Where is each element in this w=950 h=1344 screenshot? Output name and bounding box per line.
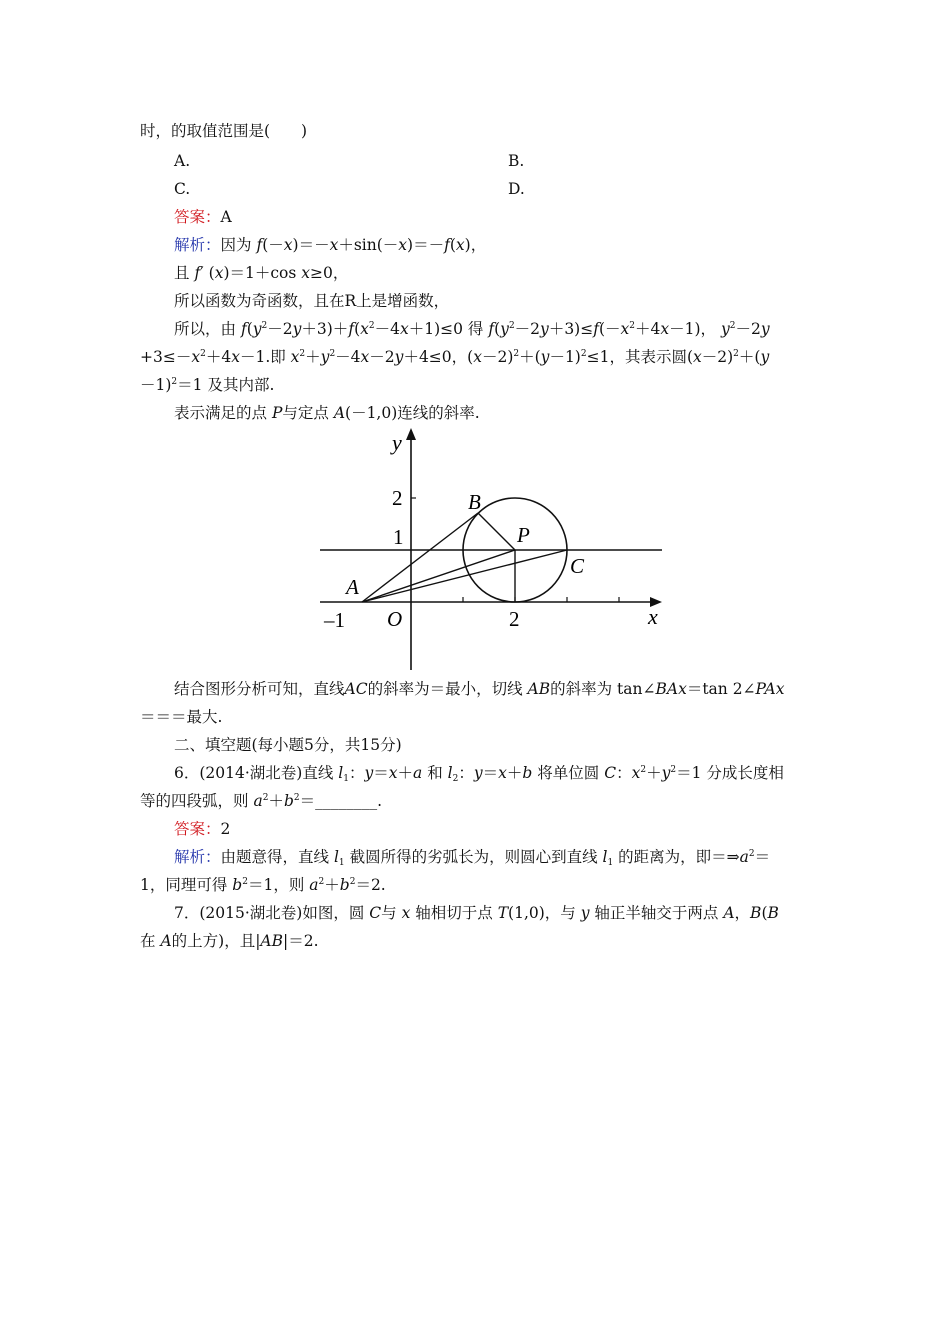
text-run: 表示满足的点 <box>174 404 272 422</box>
text-run: 且 <box>174 264 195 282</box>
q5-analysis-line-1: 解析：因为 f(－x)＝－x＋sin(－x)＝－f(x)， <box>174 236 487 254</box>
tangent-ab <box>362 513 478 602</box>
q6-line-1: 6．(2014·湖北卷)直线 $l_1$：y＝x＋a 和 $l_2$：y＝x＋b 将单位圆 C：$x^2+y^2=1$ 分成长度相 <box>174 764 784 784</box>
label-tick-1-y: 1 <box>393 525 404 549</box>
label-point-b: B <box>468 490 481 514</box>
q5-analysis-line-9: ＝＝＝最大. <box>140 708 223 726</box>
analysis-label: 解析： <box>174 848 221 866</box>
answer-label: 答案： <box>174 208 221 226</box>
label-tick-2-x: 2 <box>509 607 520 631</box>
q5-stem-tail: 时，的取值范围是( ) <box>140 122 308 140</box>
answer-value: 2 <box>220 820 231 838</box>
q5-analysis-line-7: 表示满足的点 P与定点 A(－1,0)连线的斜率. <box>174 404 480 422</box>
text-run: 结合图形分析可知，直线 <box>174 680 345 698</box>
text-run: 因为 <box>220 236 257 254</box>
label-x-axis: x <box>648 604 658 629</box>
q7-line-2: 在 A的上方)，且|AB|＝2. <box>140 932 319 950</box>
option-d: D. <box>508 180 525 198</box>
q5-analysis-line-3: 所以函数为奇函数，且在R上是增函数， <box>174 292 450 310</box>
text-run: 在 <box>140 932 161 950</box>
q7-line-1: 7．(2015·湖北卷)如图，圆 C与 x 轴相切于点 T(1,0)，与 y 轴正半轴交于两点 A，B(B <box>174 904 779 922</box>
q5-answer <box>174 207 232 227</box>
option-a: A. <box>174 152 191 170</box>
text-run: －1) <box>140 376 172 394</box>
text-run: 6．(2014·湖北卷)直线 <box>174 764 339 782</box>
text-run: 由题意得，直线 <box>220 848 334 866</box>
option-b: B. <box>508 152 525 170</box>
text-run: +3≤－ <box>140 348 192 366</box>
q5-analysis-line-4: 所以，由 $f(y^2-2y+3)+f(x^2-4x+1)\le 0$ 得 $f(y^2-2y+3)\le f(-x^2+4x-1)$， $y^2-2y$ <box>174 320 770 338</box>
q6-analysis-line-1: 解析：由题意得，直线 $l_1$ 截圆所得的劣弧长为，则圆心到直线 $l_1$ 的距离为，即$=\Rightarrow a^2=$ <box>174 848 771 868</box>
line-ap <box>362 550 515 602</box>
label-origin: O <box>387 607 403 631</box>
option-c: C. <box>174 180 191 198</box>
q5-analysis-line-8: 结合图形分析可知，直线AC的斜率为＝最小，切线 AB的斜率为 tan∠BAx＝tan 2∠PAx <box>174 680 785 698</box>
label-point-c: C <box>570 554 585 578</box>
q6-line-2: 等的四段弧，则 $a^2+b^2=\_\_\_\_\_\_\_\_$. <box>140 792 383 810</box>
answer-label: 答案： <box>174 820 221 838</box>
line-ac <box>362 550 567 602</box>
label-tick-neg1: –1 <box>324 608 345 632</box>
radius-pb <box>478 513 515 550</box>
label-y-axis: y <box>392 430 402 455</box>
text-run: 7．(2015·湖北卷)如图，圆 <box>174 904 370 922</box>
q5-analysis-line-2: 且 f′ (x)＝1＋cos x≥0， <box>174 264 349 282</box>
label-point-p: P <box>517 523 530 547</box>
q5-analysis-line-5: $+3\le-x^2+4x-1$.即 $x^2+y^2-4x-2y+4\le 0$，$(x-2)^2+(y-1)^2\le 1$，其表示圆$(x-2)^2+(y$ <box>140 348 770 366</box>
q6-analysis-line-2: 1，同理可得 $b^2=1$，则 $a^2+b^2=2$. <box>140 876 386 894</box>
circle-slope-figure <box>300 420 680 675</box>
answer-value: A <box>220 208 232 226</box>
q5-analysis-line-6: －1)$^2$＝1 及其内部. <box>140 376 275 394</box>
label-tick-2-y: 2 <box>392 486 403 510</box>
analysis-label: 解析： <box>174 236 221 254</box>
text-run: 所以，由 <box>174 320 241 338</box>
q6-answer <box>174 819 230 839</box>
text-run: 1，同理可得 <box>140 876 233 894</box>
text-run: 等的四段弧，则 <box>140 792 254 810</box>
section-2-heading: 二、填空题(每小题5分，共15分) <box>174 736 402 754</box>
label-point-a: A <box>346 575 359 599</box>
y-axis-arrow <box>406 428 416 440</box>
